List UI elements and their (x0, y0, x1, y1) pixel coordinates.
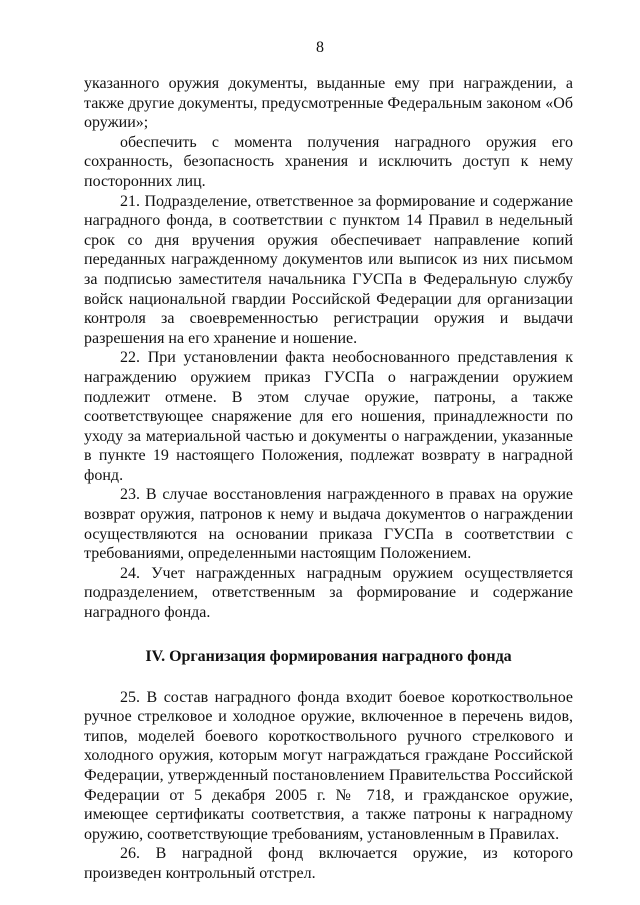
paragraph-21: 21. Подразделение, ответственное за формирование и содержание наградного фонда, в соответствии с пунктом 14 Правил в недельный срок со дня вручения оружия обеспечивает направление копий переданных награжденному документов или выписок из них письмом за подписью заместителя начальника ГУСПа в Федеральную службу войск национальной гвардии Российской Федерации для организации контроля за своевременностью регистрации оружия и выдачи разрешения на его хранение и ношение. (84, 192, 573, 347)
document-body (84, 74, 573, 884)
page-number: 8 (316, 39, 324, 56)
paragraph-22: 22. При установлении факта необоснованного представления к награждению оружием приказ ГУСПа о награждении оружием подлежит отмене. В этом случае оружие, патроны, а также соответствующее снаряжение для его ношения, принадлежности по уходу за материальной частью и документы о награждении, указанные в пункте 19 настоящего Положения, подлежат возврату в наградной фонд. (84, 349, 573, 484)
paragraph-26: 26. В наградной фонд включается оружие, из которого произведен контрольный отстрел. (84, 845, 573, 882)
paragraph-23: 23. В случае восстановления награжденного в правах на оружие возврат оружия, патронов к нему и выдача документов о награждении осуществляются на основании приказа ГУСПа в соответствии с требованиями, определенными настоящим Положением. (84, 486, 573, 563)
paragraph-documents-continuation: указанного оружия документы, выданные ему при награждении, а также другие документы, предусмотренные Федеральным законом «Об оружии»; (84, 75, 573, 132)
section-heading: IV. Организация формирования наградного фонда (145, 647, 512, 665)
paragraph-ensure-safety: обеспечить с момента получения наградного оружия его сохранность, безопасность хранения и исключить доступ к нему посторонних лиц. (84, 133, 573, 190)
paragraph-25: 25. В состав наградного фонда входит боевое короткоствольное ручное стрелковое и холодное оружие, включенное в перечень видов, типов, моделей боевого короткоствольного ручного стрелкового и холодного оружия, которым могут награждаться граждане Российской Федерации, утвержденный постановлением Правительства Российской Федерации от 5 декабря 2005 г. № 718, и гражданское оружие, имеющее сертификаты соответствия, а также патроны к наградному оружию, соответствующие требованиям, установленным в Правилах. (84, 688, 573, 843)
paragraph-24: 24. Учет награжденных наградным оружием осуществляется подразделением, ответственным за формирование и содержание наградного фонда. (84, 564, 573, 622)
